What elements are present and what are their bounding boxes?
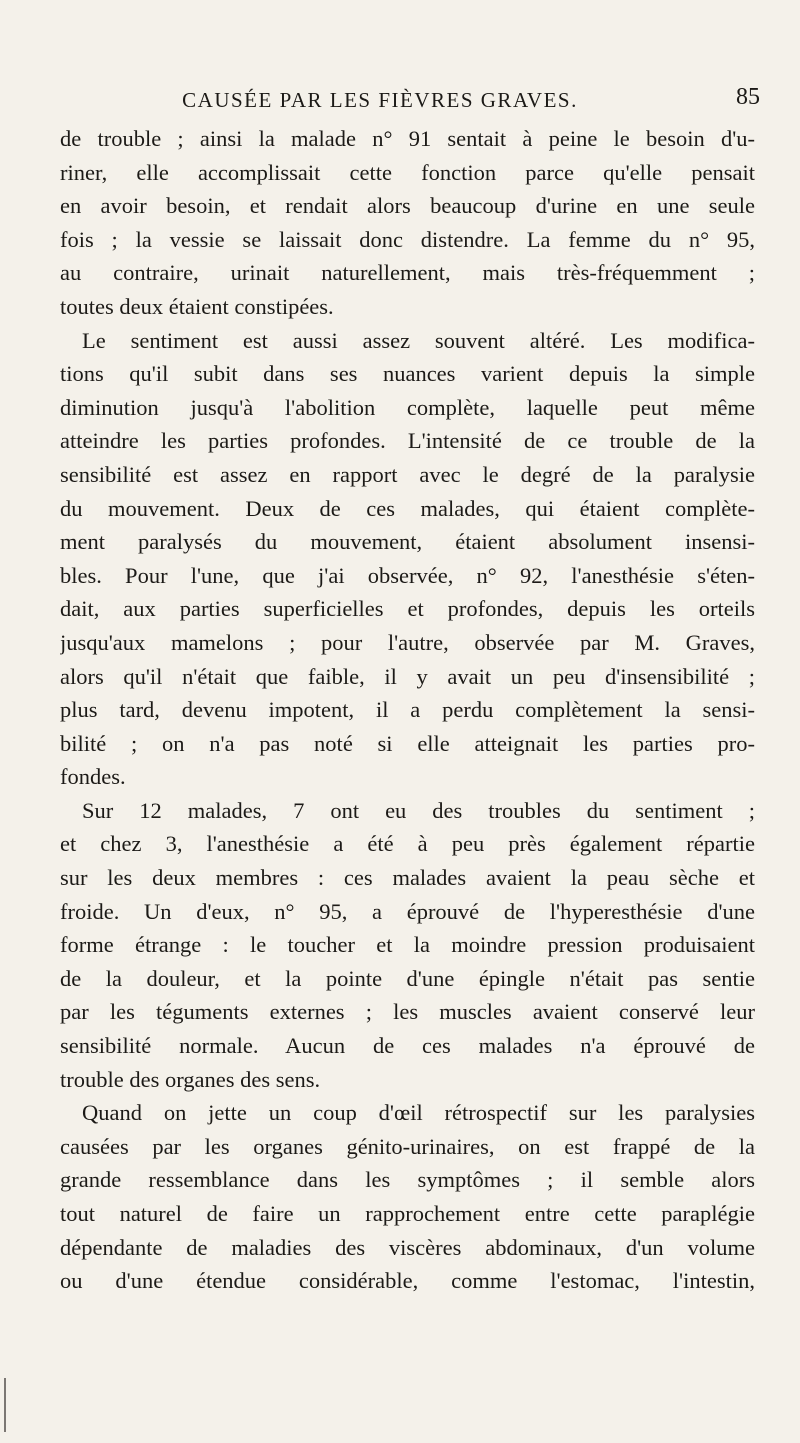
text-line: forme étrange : le toucher et la moindre pression produisaient (60, 932, 755, 958)
text-line: diminution jusqu'à l'abolition complète, laquelle peut même (60, 394, 755, 420)
text-line: sensibilité normale. Aucun de ces malades n'a éprouvé de (60, 1033, 755, 1059)
text-line: Sur 12 malades, 7 ont eu des troubles du sentiment ; (82, 797, 755, 823)
page-number: 85 (736, 84, 760, 110)
running-head (60, 84, 760, 116)
text-line: riner, elle accomplissait cette fonction parce qu'elle pensait (60, 159, 755, 185)
text-line: de trouble ; ainsi la malade n° 91 sentait à peine le besoin d'u- (60, 126, 755, 151)
text-line: dépendante de maladies des viscères abdominaux, d'un volume (60, 1234, 755, 1260)
text-line: Quand on jette un coup d'œil rétrospectif sur les paralysies (82, 1100, 755, 1126)
text-line: dait, aux parties superficielles et profondes, depuis les orteils (60, 596, 755, 622)
text-line: froide. Un d'eux, n° 95, a éprouvé de l'hyperesthésie d'une (60, 898, 755, 924)
text-line: tout naturel de faire un rapprochement entre cette paraplégie (60, 1201, 755, 1226)
text-line: grande ressemblance dans les symptômes ; il semble alors (60, 1167, 755, 1193)
text-line: par les téguments externes ; les muscles avaient conservé leur (60, 999, 755, 1025)
margin-mark (4, 1378, 6, 1432)
text-line: ou d'une étendue considérable, comme l'estomac, l'intestin, (60, 1268, 755, 1294)
text-line: toutes deux étaient constipées. (60, 293, 334, 319)
text-line: bles. Pour l'une, que j'ai observée, n° 92, l'anesthésie s'éten- (60, 562, 755, 588)
text-line: sur les deux membres : ces malades avaient la peau sèche et (60, 865, 755, 891)
text-line: causées par les organes génito-urinaires, on est frappé de la (60, 1133, 755, 1159)
text-line: alors qu'il n'était que faible, il y avait un peu d'insensibilité ; (60, 663, 755, 689)
text-line: sensibilité est assez en rapport avec le degré de la paralysie (60, 461, 755, 487)
text-line: fondes. (60, 764, 126, 790)
text-line: de la douleur, et la pointe d'une épingle n'était pas sentie (60, 965, 755, 991)
text-line: ment paralysés du mouvement, étaient absolument insensi- (60, 529, 755, 555)
text-line: Le sentiment est aussi assez souvent altéré. Les modifica- (82, 327, 755, 353)
running-title: CAUSÉE PAR LES FIÈVRES GRAVES. (182, 88, 578, 112)
text-line: en avoir besoin, et rendait alors beaucoup d'urine en une seule (60, 193, 755, 219)
text-line: au contraire, urinait naturellement, mais très-fréquemment ; (60, 260, 755, 286)
text-line: bilité ; on n'a pas noté si elle atteignait les parties pro- (60, 730, 755, 756)
text-line: jusqu'aux mamelons ; pour l'autre, observée par M. Graves, (60, 629, 755, 655)
text-line: trouble des organes des sens. (60, 1066, 321, 1092)
text-line: et chez 3, l'anesthésie a été à peu près également répartie (60, 831, 755, 857)
body-text (60, 122, 755, 1298)
text-line: plus tard, devenu impotent, il a perdu complètement la sensi- (60, 697, 755, 723)
text-line: fois ; la vessie se laissait donc distendre. La femme du n° 95, (60, 226, 755, 252)
text-line: atteindre les parties profondes. L'intensité de ce trouble de la (60, 428, 755, 454)
text-line: du mouvement. Deux de ces malades, qui étaient complète- (60, 495, 755, 521)
text-line: tions qu'il subit dans ses nuances varient depuis la simple (60, 361, 755, 387)
